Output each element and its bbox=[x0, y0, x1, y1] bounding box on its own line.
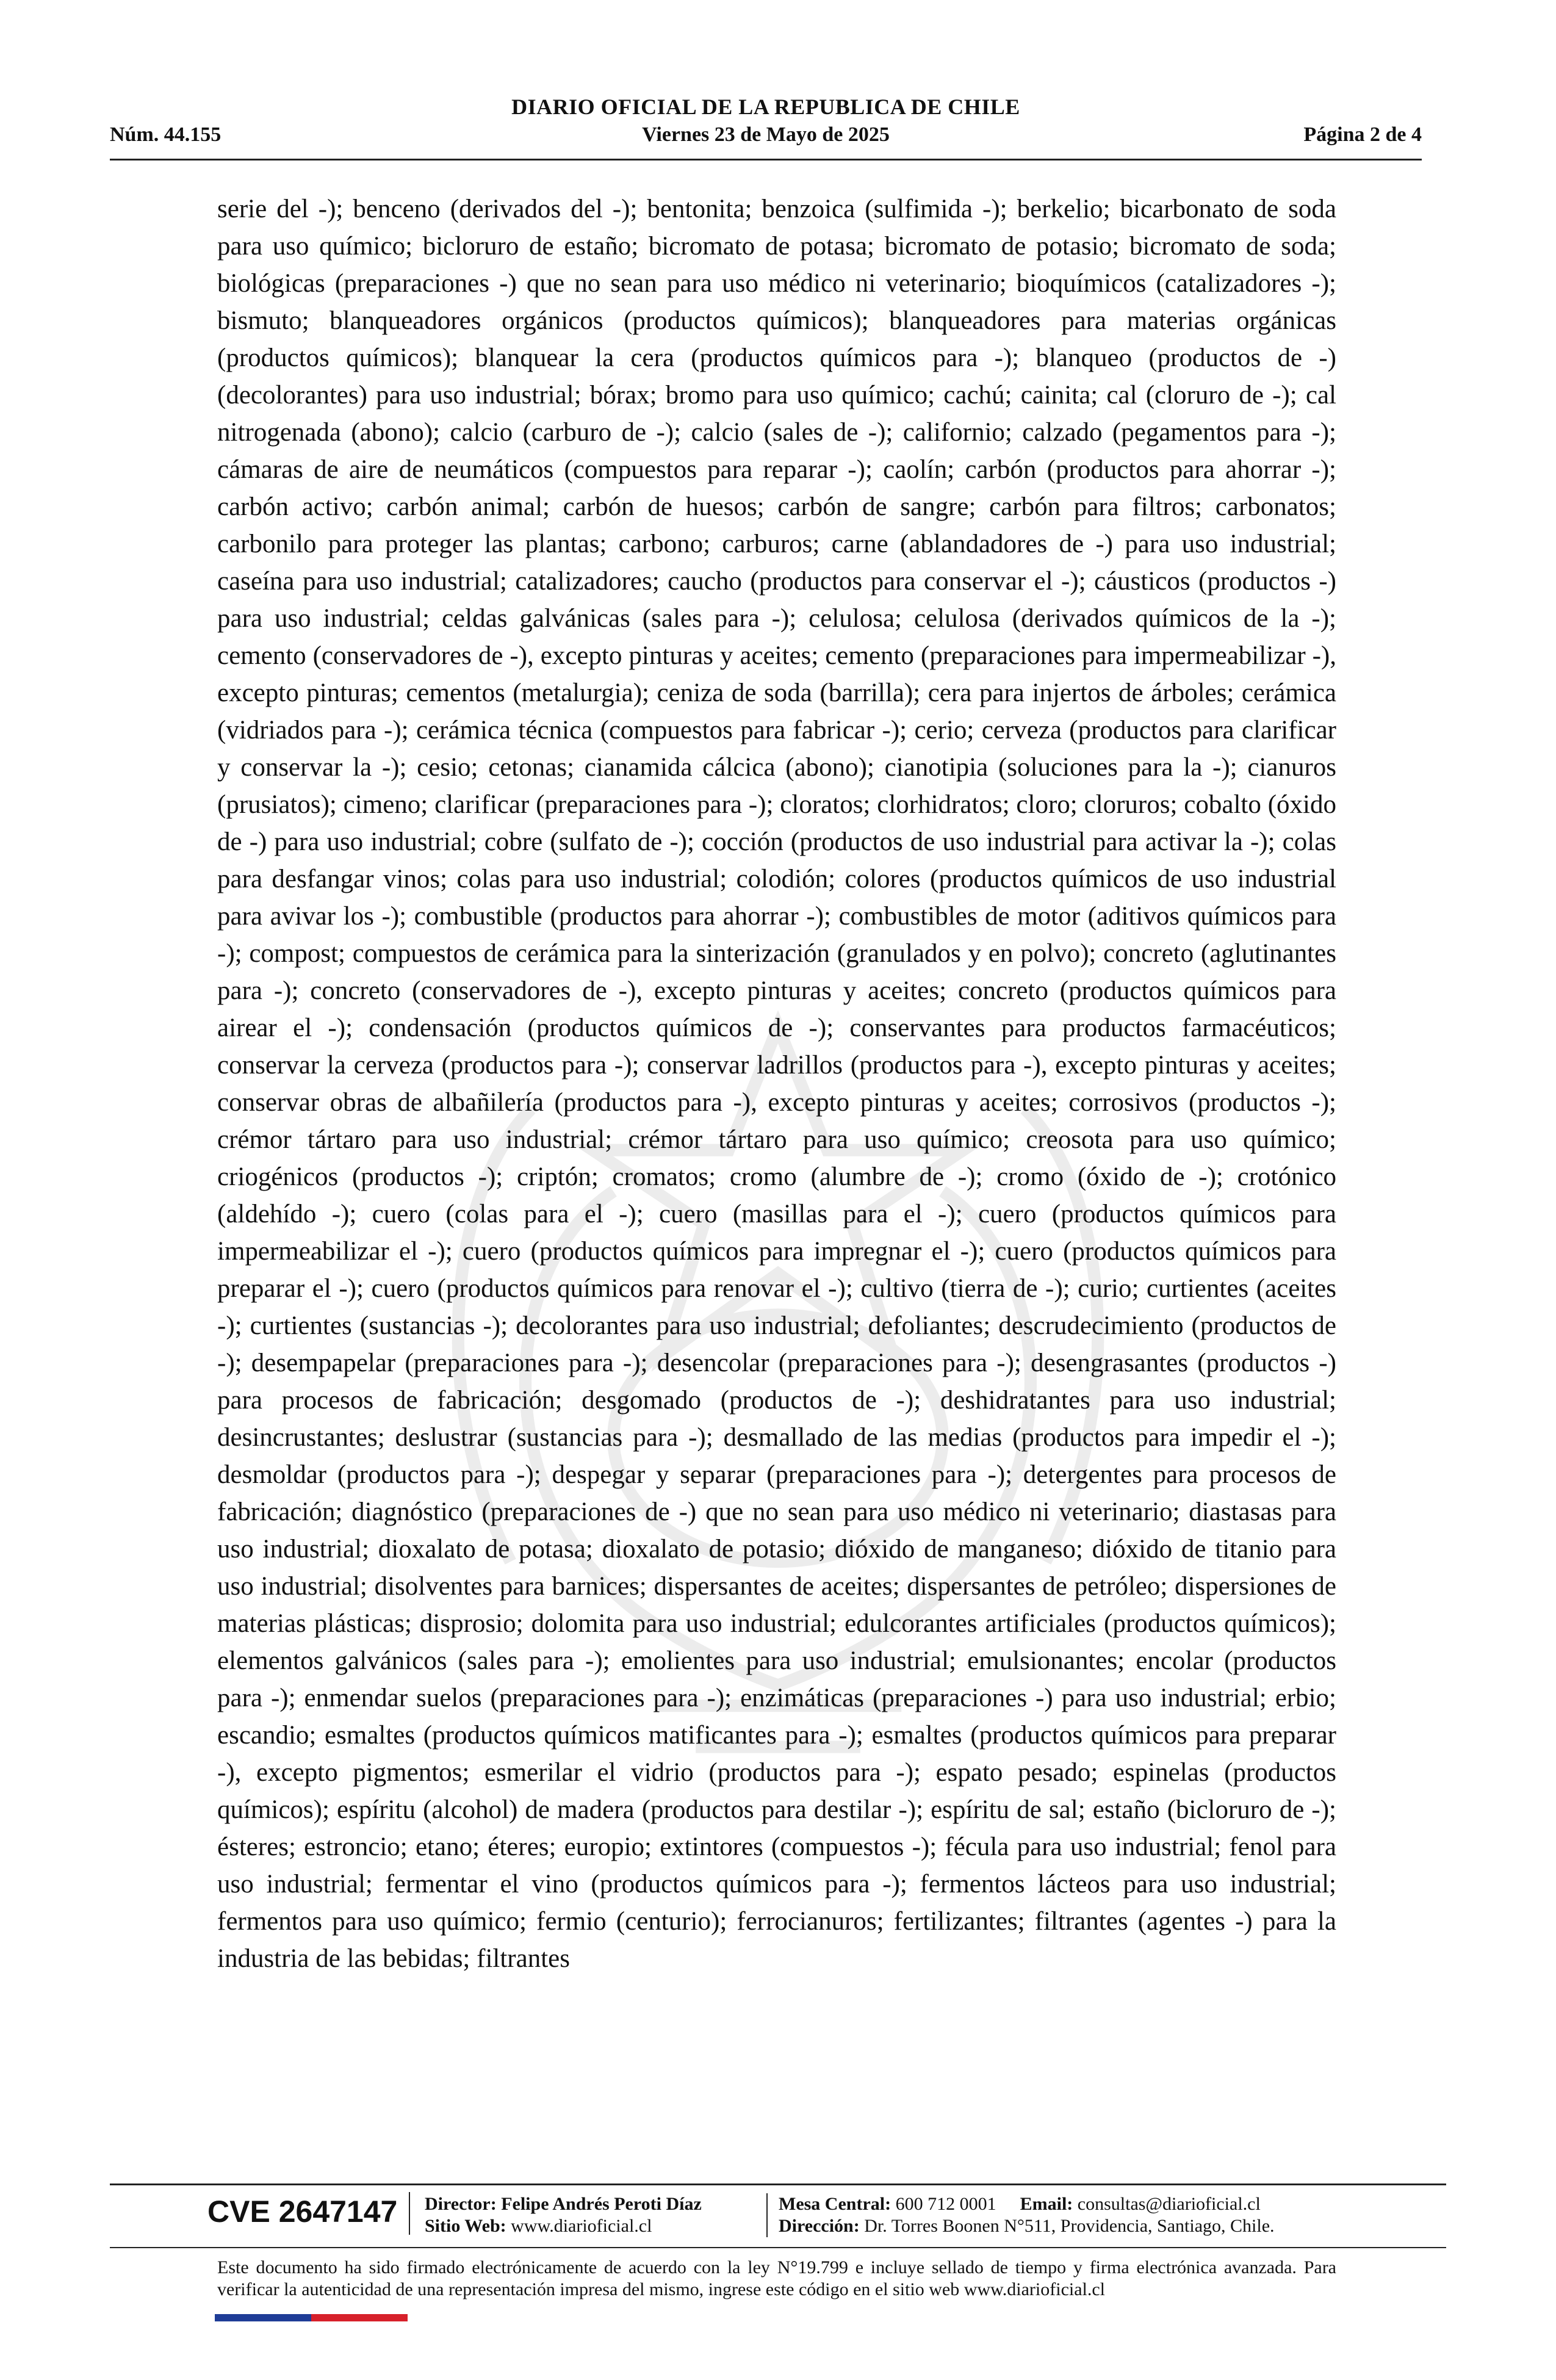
director-line bbox=[425, 2193, 766, 2215]
address-label: Dirección: bbox=[779, 2216, 860, 2236]
address-line bbox=[779, 2215, 1352, 2237]
director-label: Director: bbox=[425, 2194, 497, 2214]
flag-red-segment bbox=[311, 2314, 408, 2321]
website-line bbox=[425, 2215, 766, 2237]
journal-title: DIARIO OFICIAL DE LA REPUBLICA DE CHILE bbox=[511, 95, 1020, 119]
issue-date: Viernes 23 de Mayo de 2025 bbox=[642, 123, 890, 146]
document-body-text: serie del -); benceno (derivados del -); bentonita; benzoica (sulfimida -); berkelio; bicarbonato de soda para uso químico; bicloruro de estaño; bicromato de potasa; bicromato de potasio; bicromato de soda; biológicas (preparaciones -) que no sean para uso médico ni veterinario; bioquímicos (catalizadores -); bismuto; blanqueadores orgánicos (productos químicos); blanqueadores para materias orgánicas (productos químicos); blanquear la cera (productos químicos para -); blanqueo (productos de -) (decolorantes) para uso industrial; bórax; bromo para uso químico; cachú; cainita; cal (cloruro de -); cal nitrogenada (abono); calcio (carburo de -); calcio (sales de -); californio; calzado (pegamentos para -); cámaras de aire de neumáticos (compuestos para reparar -); caolín; carbón (productos para ahorrar -); carbón activo; carbón animal; carbón de huesos; carbón de sangre; carbón para filtros; carbonatos; carbonilo para proteger las plantas; carbono; carburos; carne (ablandadores de -) para uso industrial; caseína para uso industrial; catalizadores; caucho (productos para conservar el -); cáusticos (productos -) para uso industrial; celdas galvánicas (sales para -); celulosa; celulosa (derivados químicos de la -); cemento (conservadores de -), excepto pinturas y aceites; cemento (preparaciones para impermeabilizar -), excepto pinturas; cementos (metalurgia); ceniza de soda (barrilla); cera para injertos de árboles; cerámica (vidriados para -); cerámica técnica (compuestos para fabricar -); cerio; cerveza (productos para clarificar y conservar la -); cesio; cetonas; cianamida cálcica (abono); cianotipia (soluciones para la -); cianuros (prusiatos); cimeno; clarificar (preparaciones para -); cloratos; clorhidratos; cloro; cloruros; cobalto (óxido de -) para uso industrial; cobre (sulfato de -); cocción (productos de uso industrial para activar la -); colas para desfangar vinos; colas para uso industrial; colodión; colores (productos químicos de uso industrial para avivar los -); combustible (productos para ahorrar -); combustibles de motor (aditivos químicos para -); compost; compuestos de cerámica para la sinterización (granulados y en polvo); concreto (aglutinantes para -); concreto (conservadores de -), excepto pinturas y aceites; concreto (productos químicos para airear el -); condensación (productos químicos de -); conservantes para productos farmacéuticos; conservar la cerveza (productos para -); conservar ladrillos (productos para -), excepto pinturas y aceites; conservar obras de albañilería (productos para -), excepto pinturas y aceites; corrosivos (productos -); crémor tártaro para uso industrial; crémor tártaro para uso químico; creosota para uso químico; criogénicos (productos -); criptón; cromatos; cromo (alumbre de -); cromo (óxido de -); crotónico (aldehído -); cuero (colas para el -); cuero (masillas para el -); cuero (productos químicos para impermeabilizar el -); cuero (productos químicos para impregnar el -); cuero (productos químicos para preparar el -); cuero (productos químicos para renovar el -); cultivo (tierra de -); curio; curtientes (aceites -); curtientes (sustancias -); decolorantes para uso industrial; defoliantes; descrudecimiento (productos de -); desempapelar (preparaciones para -); desencolar (preparaciones para -); desengrasantes (productos -) para procesos de fabricación; desgomado (productos de -); deshidratantes para uso industrial; desincrustantes; deslustrar (sustancias para -); desmallado de las medias (productos para impedir el -); desmoldar (productos para -); despegar y separar (preparaciones para -); detergentes para procesos de fabricación; diagnóstico (preparaciones de -) que no sean para uso médico ni veterinario; diastasas para uso industrial; dioxalato de potasa; dioxalato de potasio; dióxido de manganeso; dióxido de titanio para uso industrial; disolventes para barnices; dispersantes de aceites; dispersantes de petróleo; dispersiones de materias plásticas; disprosio; dolomita para uso industrial; edulcorantes artificiales (productos químicos); elementos galvánicos (sales para -); emolientes para uso industrial; emulsionantes; encolar (productos para -); enmendar suelos (preparaciones para -); enzimáticas (preparaciones -) para uso industrial; erbio; escandio; esmaltes (productos químicos matificantes para -); esmaltes (productos químicos para preparar -), excepto pigmentos; esmerilar el vidrio (productos para -); espato pesado; espinelas (productos químicos); espíritu (alcohol) de madera (productos para destilar -); espíritu de sal; estaño (bicloruro de -); ésteres; estroncio; etano; éteres; europio; extintores (compuestos -); fécula para uso industrial; fenol para uso industrial; fermentar el vino (productos químicos para -); fermentos lácteos para uso industrial; fermentos para uso químico; fermio (centurio); ferrocianuros; fertilizantes; filtrantes (agentes -) para la industria de las bebidas; filtrantes bbox=[217, 195, 1336, 1973]
flag-color-bar bbox=[215, 2314, 408, 2321]
website-link[interactable]: www.diarioficial.cl bbox=[511, 2216, 652, 2236]
page-indicator: Página 2 de 4 bbox=[1303, 123, 1422, 146]
email-link[interactable]: consultas@diarioficial.cl bbox=[1077, 2194, 1261, 2214]
footer-top-divider bbox=[110, 2183, 1446, 2185]
phone-label: Mesa Central: bbox=[779, 2194, 891, 2214]
issue-number: Núm. 44.155 bbox=[110, 123, 222, 146]
footer-bottom-divider bbox=[110, 2247, 1446, 2248]
email-label: Email: bbox=[1020, 2194, 1073, 2214]
page-header bbox=[110, 92, 1422, 160]
cve-code: CVE 2647147 bbox=[207, 2192, 410, 2235]
contact-line bbox=[779, 2193, 1352, 2215]
address-value: Dr. Torres Boonen N°511, Providencia, Santiago, Chile. bbox=[864, 2216, 1275, 2236]
website-label: Sitio Web: bbox=[425, 2216, 506, 2236]
footer-director-block bbox=[425, 2193, 768, 2237]
legal-notice: Este documento ha sido firmado electrónicamente de acuerdo con la ley N°19.799 e incluye sellado de tiempo y firma electrónica avanzada. Para verificar la autenticidad de una representación impresa del mismo, ingrese este código en el sitio web www.diarioficial.cl bbox=[217, 2257, 1336, 2299]
director-name: Felipe Andrés Peroti Díaz bbox=[501, 2194, 702, 2214]
footer-contact-block bbox=[779, 2193, 1352, 2237]
phone-value: 600 712 0001 bbox=[895, 2194, 996, 2214]
flag-blue-segment bbox=[215, 2314, 311, 2321]
